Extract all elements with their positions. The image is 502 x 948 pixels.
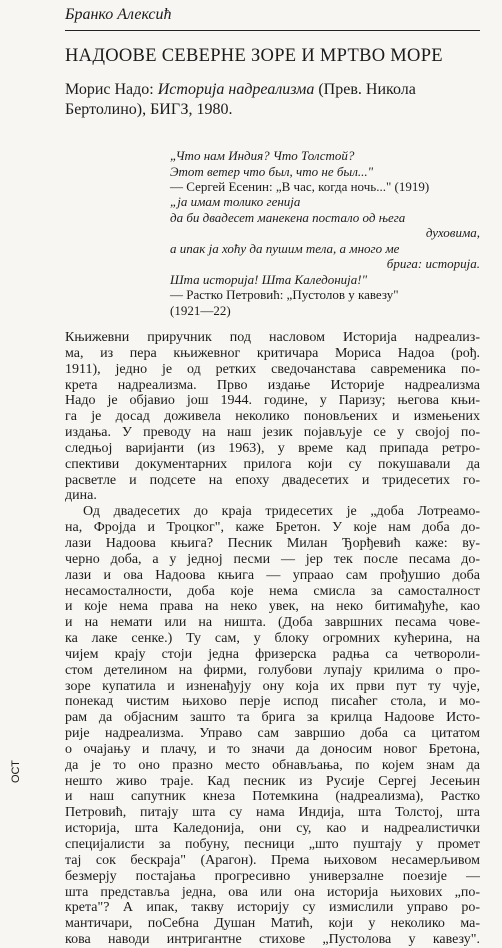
body-text (65, 330, 480, 948)
bibliography-prefix: Морис Надо: (65, 81, 158, 98)
text-line: чијем крају стоји једна фризерска радња са четворoли- (65, 646, 480, 662)
epigraph-ru-line: Этот ветер что был, что не был..." (170, 163, 374, 179)
epigraph-ru-line: „Что нам Индия? Что Толстой? (170, 148, 355, 163)
text-line: специјалисти за побуну, песници „што пуштају у промет (65, 837, 480, 852)
bibliography-book: Историја надреализма (157, 81, 315, 98)
epigraph-sr-line: да би двадесет манекена постало од њега (170, 209, 406, 225)
text-line: 1911), једно је од ретких сведочанстава савременика по- (65, 361, 480, 377)
text-line: тај сок бескраја" (Арагон). Према њиховом несамерљивом (65, 852, 480, 868)
text-line: Од двадесетих до краја тридесетих је „доба Лотреамо- (83, 504, 480, 520)
author-name: Бранко Алексић (65, 6, 172, 23)
text-line: Књижевни приручник под насловом Историја надреализ- (65, 330, 480, 345)
text-line: крета надреализма. Прво издање Историје надреализма (65, 377, 480, 393)
text-line: дина. (65, 488, 97, 504)
margin-mark: ОСТ (10, 760, 22, 783)
text-line: стом детелином на фирми, голубови лупају крилима о про- (65, 662, 480, 678)
text-line: ка лаке сенке.) Ту сам, у блоку огромних кућерина, на (65, 631, 480, 647)
epigraph-serbian (170, 194, 480, 318)
text-line: издања. У преводу на наш језик појављује се у својој по- (65, 425, 480, 441)
epigraph-sr-line: Шта историја! Шта Каледонија!" (170, 271, 368, 287)
paragraph-2 (65, 504, 480, 948)
text-line: и које нема права на неко увек, на неко битимађуће, као (65, 599, 480, 615)
article-title: НАДООВЕ СЕВЕРНЕ ЗОРЕ И МРТВО МОРЕ (65, 46, 443, 66)
text-line: нешто живо траје. Кад песник из Русије Сергеј Јесењин (65, 773, 480, 789)
text-line: несамосталности, доба које нема смисла за самосталност (65, 583, 480, 599)
text-line: о очајању и плачу, и то значи да доносим новог Бретона, (65, 741, 480, 757)
paragraph-1 (65, 330, 480, 504)
text-line: безмерју постајања прогресивно универзалне поезије — (65, 868, 480, 884)
text-line: на, Фројда и Троцког", каже Бретон. У које нам доба до- (65, 520, 480, 536)
epigraph-russian (170, 148, 480, 195)
text-line: расветле и подсете на епоху двадесетих и тридесетих го- (65, 472, 480, 488)
text-line: мантичари, поСебна Душан Матић, који у неколико ма- (65, 916, 480, 932)
epigraph-sr-years: (1921—22) (170, 302, 231, 318)
text-line: га је досад доживела неколико поновљених и измењених (65, 409, 480, 425)
text-line: рије надреализма. Управо сам завршио доба са цитатом (65, 726, 480, 742)
text-line: крета"? А ипак, такву историју су измислили управо ро- (65, 900, 480, 916)
text-line: Надо је објавио још 1944. године, у Паризу; његова књи- (65, 393, 480, 409)
bibliography-suffix: (Прев. Никола Бертолино), БИГЗ, 1980. (65, 81, 416, 118)
text-line: зоре купатила и изненађују ону која их први пут ту чује, (65, 678, 480, 694)
epigraph-sr-line: брига: историја. (386, 256, 480, 271)
text-line: лази и ова Надоова књига — упраао сам прођушио доба (65, 567, 480, 583)
text-line: следњој варијанти (из 1963), у време кад припада ретро- (65, 440, 480, 456)
text-line: шта представља једна, ова или она историја њихових „по- (65, 884, 480, 900)
epigraph-sr-line: а ипак ја хоћу да пушим тела, а много ме (170, 240, 400, 256)
text-line: рам да објасним зашто та брига за крилца Надоове Исто- (65, 710, 480, 726)
text-line: и на немати или на ништа. (Доба завршних песама чове- (65, 615, 480, 631)
epigraph-sr-line: духовима, (425, 225, 480, 240)
bibliography (65, 80, 480, 120)
epigraph-ru-source: — Сергей Есенин: „В час, когда ночь..." (1919) (170, 179, 430, 194)
text-line: ма, из пера књижевног критичара Мориса Надоа (рођ. (65, 345, 480, 361)
text-line: кова наводи интригантне стихове „Пустолова у кавезу". (65, 932, 480, 948)
text-line: черно доба, а у једној песми — јер тек после песама до- (65, 551, 480, 567)
text-line: и наш сапутник кнеза Потемкина (надреализма), Растко (65, 789, 480, 805)
text-line: спективи документарних прилога који су покушавали да (65, 456, 480, 472)
text-line: лази Надоова књига? Песник Милан Ђорђевић каже: ву- (65, 535, 480, 551)
text-line: историја, шта Каледонија, они су, као и надреалистички (65, 821, 480, 837)
header-rule (65, 30, 480, 31)
epigraph-sr-source: — Растко Петровић: „Пустолов у кавезу" (170, 287, 399, 302)
text-line: да је то оно празно место обнављања, по којем знам да (65, 757, 480, 773)
epigraph-sr-line: „ја имам толико генија (170, 194, 301, 209)
text-line: Петровић, питају шта су нама Индија, шта Толстој, шта (65, 805, 480, 821)
text-line: понекад чистим њихово перје испод писаћег стола, и мо- (65, 694, 480, 710)
